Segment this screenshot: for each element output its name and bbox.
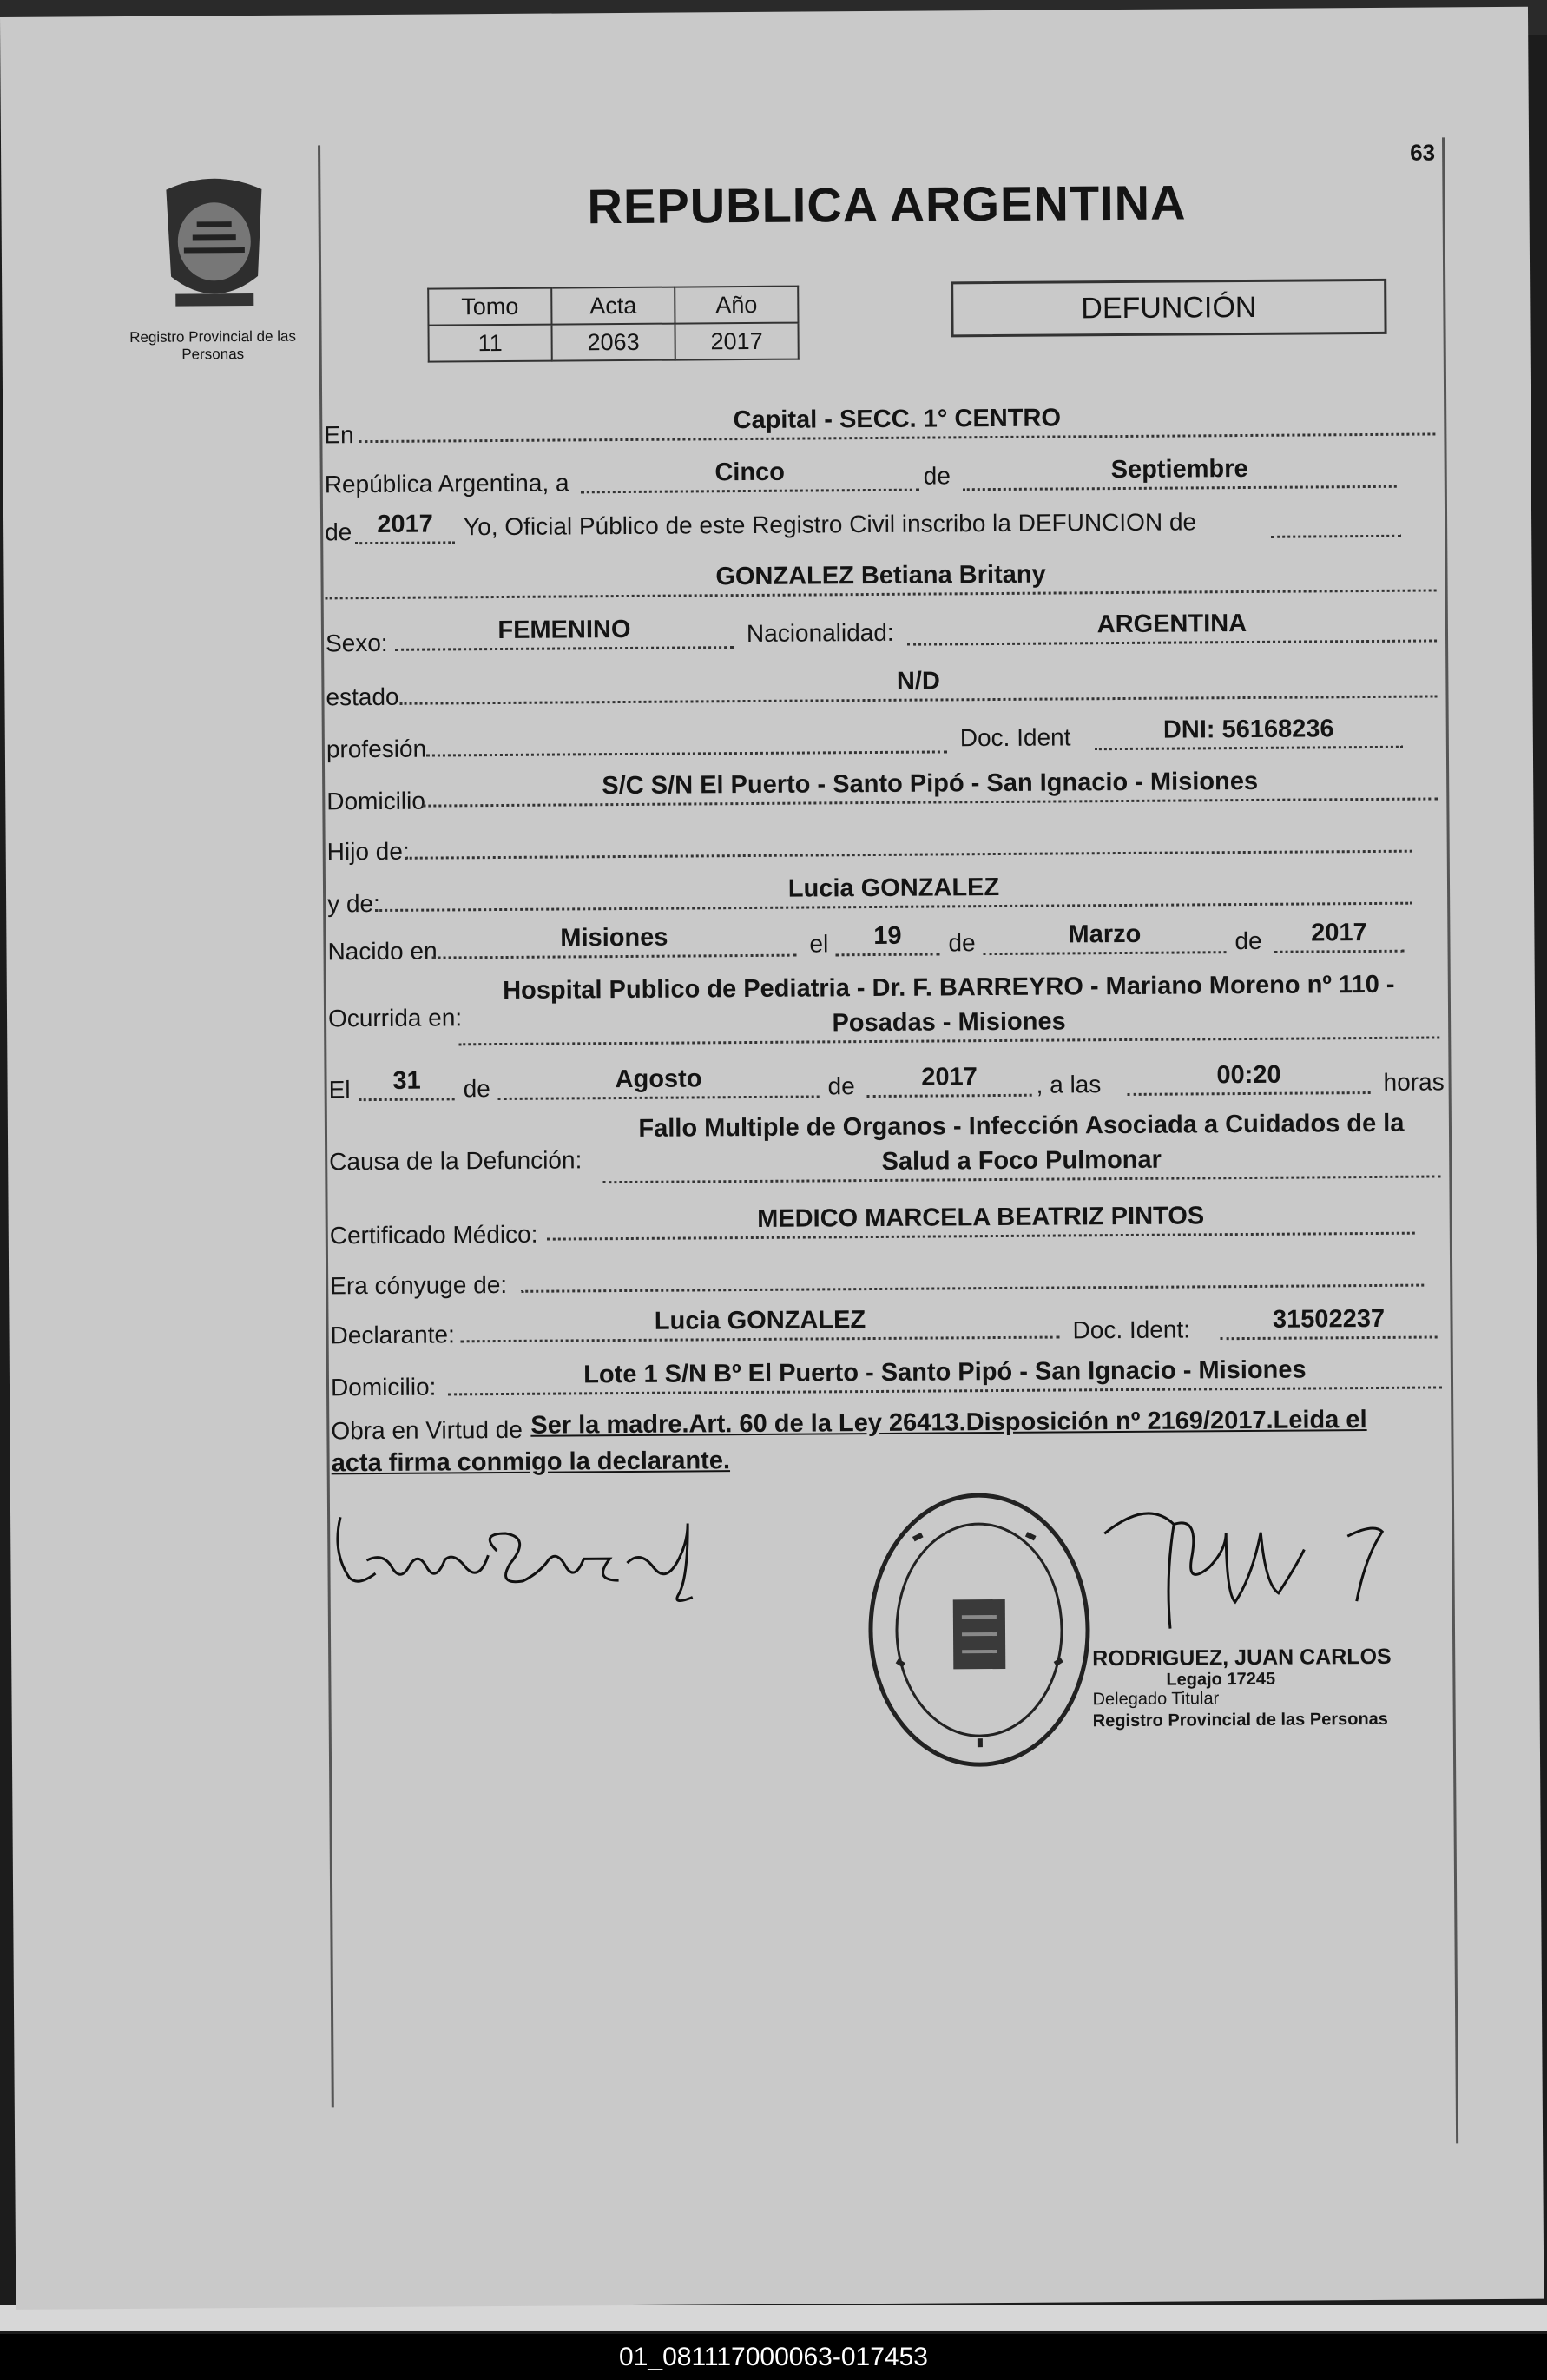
label-y-de: y de: <box>327 889 380 918</box>
registry-name: Registro Provincial de las Personas <box>129 327 297 363</box>
label-nacido-en: Nacido en <box>327 937 438 966</box>
page-number: 63 <box>1410 139 1436 166</box>
field-birth-day: 19 <box>835 918 939 956</box>
field-deceased-name: GONZALEZ Betiana Britany <box>325 554 1436 599</box>
page-bottom-edge <box>0 2305 1547 2331</box>
label-obra: Obra en Virtud de <box>331 1415 523 1445</box>
official-registry: Registro Provincial de las Personas <box>1092 1709 1388 1731</box>
field-basis-line-2: acta firma conmigo la declarante. <box>331 1447 731 1478</box>
declarant-signature <box>323 1497 723 1612</box>
label-estado: estado <box>326 682 399 711</box>
field-birth-month: Marzo <box>983 916 1226 955</box>
label-certificado: Certificado Médico: <box>329 1220 538 1249</box>
official-stamp <box>861 1486 1097 1774</box>
label-de-2: de <box>325 518 352 546</box>
field-year: 2017 <box>355 506 455 544</box>
field-death-time: 00:20 <box>1127 1057 1370 1096</box>
official-legajo: Legajo 17245 <box>1166 1669 1276 1690</box>
field-birth-year: 2017 <box>1274 915 1404 953</box>
label-a-las: , a las <box>1036 1071 1102 1098</box>
cause-line-2: Salud a Foco Pulmonar <box>881 1145 1162 1176</box>
label-profesion: profesión <box>326 735 427 763</box>
label-de-1: de <box>923 462 951 490</box>
table-cell-acta: 2063 <box>551 324 675 361</box>
field-death-day: 31 <box>359 1063 454 1101</box>
field-month: Septiembre <box>963 451 1397 491</box>
provincial-seal-logo <box>148 163 280 320</box>
file-code: 01_081117000063-017453 <box>0 2334 1547 2380</box>
field-sex: FEMENINO <box>395 611 734 651</box>
label-de-6: de <box>827 1072 855 1100</box>
field-profession <box>426 715 947 756</box>
label-nacionalidad: Nacionalidad: <box>746 618 894 648</box>
field-doc-id: DNI: 56168236 <box>1095 711 1403 750</box>
cause-line-1: Fallo Multiple de Organos - Infección Asociada a Cuidados de la <box>638 1109 1405 1143</box>
official-role: Delegado Titular <box>1092 1689 1220 1710</box>
page-title: REPUBLICA ARGENTINA <box>587 175 1187 234</box>
label-domicilio-2: Domicilio: <box>330 1373 437 1401</box>
field-nationality: ARGENTINA <box>907 604 1437 645</box>
label-domicilio: Domicilio <box>326 787 425 815</box>
death-place-line-2: Posadas - Misiones <box>832 1007 1066 1038</box>
field-declarant-doc: 31502237 <box>1220 1301 1437 1340</box>
certificate-page <box>0 7 1544 2310</box>
label-yo: Yo, Oficial Público de este Registro Civil inscribo la DEFUNCION de <box>464 508 1197 541</box>
table-header-acta: Acta <box>551 287 675 325</box>
field-place: Capital - SECC. 1° CENTRO <box>359 398 1435 443</box>
label-republica: República Argentina, a <box>324 469 569 498</box>
table-cell-anio: 2017 <box>675 323 798 360</box>
label-hijo-de: Hijo de: <box>326 837 410 866</box>
record-reference-table <box>427 286 800 363</box>
label-el-2: El <box>328 1076 351 1104</box>
field-day: Cinco <box>581 454 919 494</box>
label-causa: Causa de la Defunción: <box>329 1146 583 1176</box>
field-doctor: MEDICO MARCELA BEATRIZ PINTOS <box>547 1197 1415 1241</box>
label-declarante: Declarante: <box>330 1321 455 1349</box>
record-type-box: DEFUNCIÓN <box>951 279 1386 338</box>
field-civil-status: N/D <box>399 660 1437 704</box>
label-de-5: de <box>463 1075 490 1103</box>
field-cause <box>602 1105 1441 1183</box>
label-doc-ident-2: Doc. Ident: <box>1072 1315 1191 1344</box>
label-doc-ident: Doc. Ident <box>959 723 1071 752</box>
label-ocurrida-en: Ocurrida en: <box>327 1004 463 1032</box>
label-sexo: Sexo: <box>325 629 388 657</box>
label-de-4: de <box>1234 926 1262 955</box>
right-margin-rule <box>1442 137 1458 2143</box>
label-horas: horas <box>1383 1068 1445 1096</box>
field-address: S/C S/N El Puerto - Santo Pipó - San Ignacio - Misiones <box>422 762 1438 807</box>
table-header-anio: Año <box>675 287 798 324</box>
official-signature <box>1096 1497 1409 1638</box>
field-birth-place: Misiones <box>431 920 796 959</box>
label-el: el <box>809 930 829 958</box>
field-father <box>405 815 1412 860</box>
field-basis-line-1: Ser la madre.Art. 60 de la Ley 26413.Disposición nº 2169/2017.Leida el <box>530 1406 1367 1440</box>
table-cell-tomo: 11 <box>428 325 551 362</box>
field-death-month: Agosto <box>497 1060 819 1100</box>
label-en: En <box>324 421 354 449</box>
field-declarant: Lucia GONZALEZ <box>460 1302 1059 1343</box>
official-name: RODRIGUEZ, JUAN CARLOS <box>1092 1644 1392 1671</box>
table-header-tomo: Tomo <box>428 288 551 326</box>
field-continuation <box>1271 500 1401 538</box>
label-conyuge: Era cónyuge de: <box>330 1270 508 1300</box>
field-death-year: 2017 <box>866 1059 1031 1098</box>
death-place-line-1: Hospital Publico de Pediatria - Dr. F. BARREYRO - Mariano Moreno nº 110 - <box>503 970 1395 1005</box>
label-de-3: de <box>948 929 976 957</box>
field-declarant-address: Lote 1 S/N Bº El Puerto - Santo Pipó - San Ignacio - Misiones <box>448 1351 1442 1395</box>
field-spouse <box>521 1249 1424 1293</box>
field-mother: Lucia GONZALEZ <box>375 867 1412 912</box>
field-death-place <box>458 966 1440 1045</box>
